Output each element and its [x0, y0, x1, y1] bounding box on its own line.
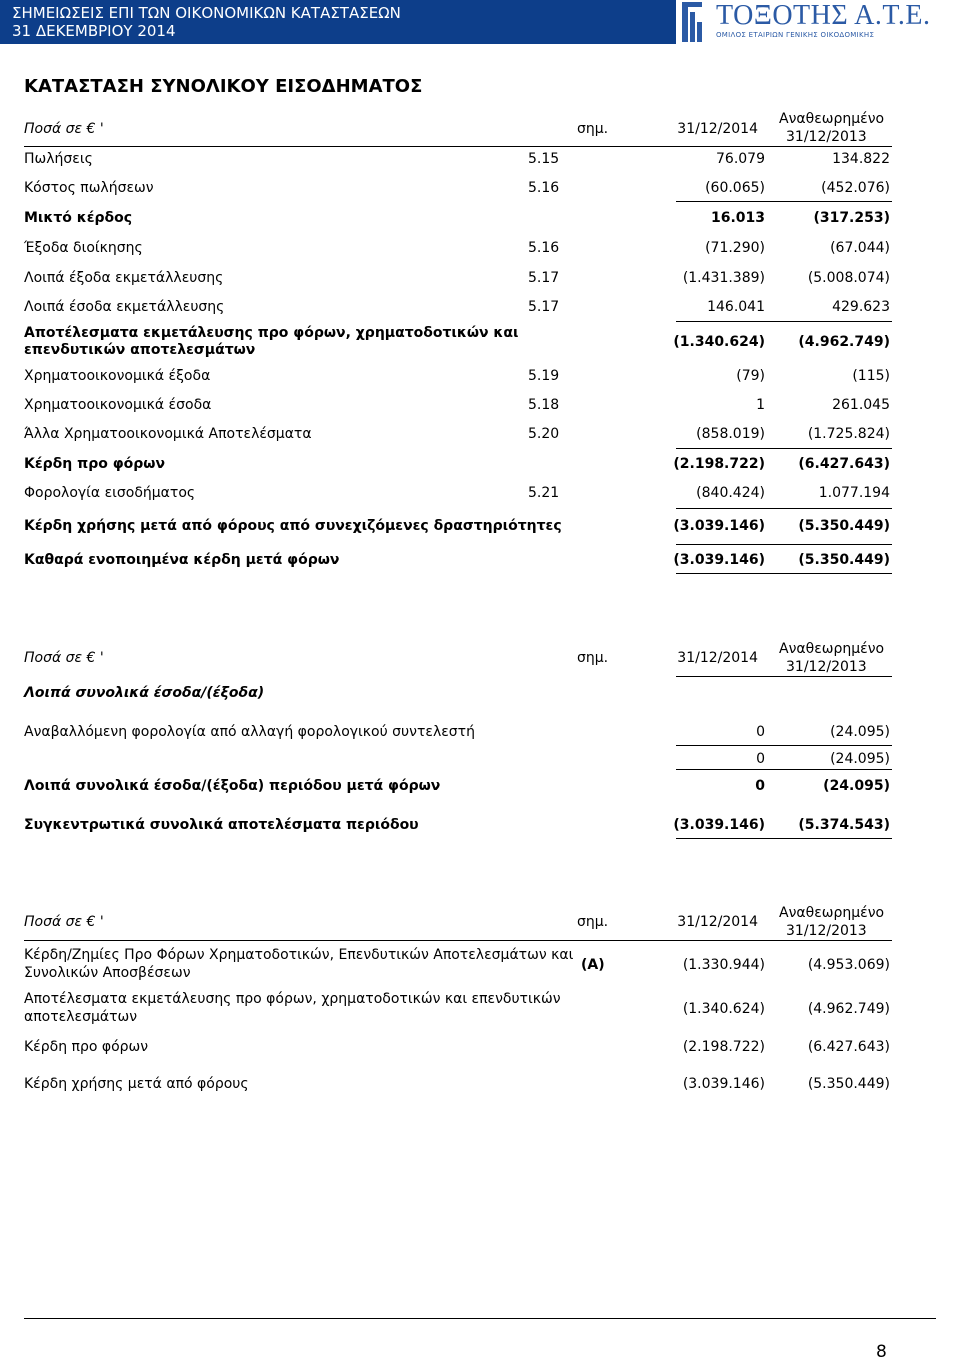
current-year-header: 31/12/2014: [677, 914, 758, 930]
income-row-note: 5.21: [528, 485, 560, 501]
oci-row-current: 0: [755, 778, 765, 794]
total-line: [676, 573, 892, 574]
subtotal-line: [676, 544, 892, 545]
income-row-note: 5.16: [528, 240, 560, 256]
current-year-header: 31/12/2014: [677, 121, 758, 137]
income-row-label: Κέρδη χρήσης μετά από φόρους από συνεχιζόμενες δραστηριότητες: [24, 518, 562, 534]
income-row-note: 5.17: [528, 270, 560, 286]
income-row-current: (3.039.146): [673, 552, 765, 568]
income-row-previous: (452.076): [821, 180, 890, 196]
header-date: 31 ΔΕΚΕΜΒΡΙΟΥ 2014: [12, 22, 176, 40]
header-underline: [676, 676, 892, 677]
income-row-current: (79): [736, 368, 765, 384]
oci-row-previous: (5.374.543): [798, 817, 890, 833]
recon-row-previous: (6.427.643): [807, 1039, 890, 1055]
income-row-previous: (317.253): [813, 210, 890, 226]
subtotal-line: [676, 769, 892, 770]
recon-row-label-cont: αποτελεσμάτων: [24, 1009, 138, 1025]
recon-row-current: (1.330.944): [682, 957, 765, 973]
income-row-previous: (1.725.824): [807, 426, 890, 442]
income-row-current: (840.424): [696, 485, 765, 501]
income-row-previous: 261.045: [832, 397, 890, 413]
income-row-current: (71.290): [705, 240, 765, 256]
amount-unit-label: Ποσά σε € ': [24, 914, 104, 930]
oci-section-title: Λοιπά συνολικά έσοδα/(έξοδα): [24, 685, 265, 701]
page-number: 8: [876, 1342, 887, 1362]
income-row-label: Καθαρά ενοποιημένα κέρδη μετά φόρων: [24, 552, 340, 568]
subtotal-line: [676, 508, 892, 509]
oci-row-current: 0: [756, 724, 765, 740]
income-row-note: 5.18: [528, 397, 560, 413]
income-row-label: Κόστος πωλήσεων: [24, 180, 154, 196]
income-row-label: Φορολογία εισοδήματος: [24, 485, 196, 501]
recon-row-label: Αποτέλεσματα εκμετάλευσης προ φόρων, χρηματοδοτικών και επενδυτικών: [24, 991, 561, 1007]
income-row-label: Χρηματοοικονομικά έσοδα: [24, 397, 212, 413]
income-row-note: 5.19: [528, 368, 560, 384]
income-row-previous: (5.350.449): [798, 552, 890, 568]
income-row-current: 16.013: [710, 210, 765, 226]
income-row-previous: (5.350.449): [798, 518, 890, 534]
recon-row-previous: (5.350.449): [807, 1076, 890, 1092]
oci-row-label: Αναβαλλόμενη φορολογία από αλλαγή φορολογικού συντελεστή: [24, 724, 475, 740]
previous-year-header: 31/12/2013: [786, 659, 867, 675]
oci-row-label: Λοιπά συνολικά έσοδα/(έξοδα) περιόδου μετά φόρων: [24, 778, 441, 794]
income-row-previous: (4.962.749): [798, 334, 890, 350]
income-row-current: (1.340.624): [673, 334, 765, 350]
page-title: ΚΑΤΑΣΤΑΣΗ ΣΥΝΟΛΙΚΟΥ ΕΙΣΟΔΗΜΑΤΟΣ: [24, 76, 423, 97]
oci-row-current: (3.039.146): [673, 817, 765, 833]
header-underline: [24, 146, 892, 147]
income-row-previous: (115): [852, 368, 890, 384]
header-underline: [24, 940, 892, 941]
income-row-current: (3.039.146): [673, 518, 765, 534]
recon-row-label: Κέρδη/Ζημίες Προ Φόρων Χρηματοδοτικών, Επενδυτικών Αποτελεσμάτων και: [24, 947, 574, 963]
income-row-previous: (67.044): [830, 240, 890, 256]
income-row-label: Κέρδη προ φόρων: [24, 456, 166, 472]
income-row-previous: 429.623: [832, 299, 890, 315]
subtotal-line: [676, 201, 892, 202]
company-logo: [676, 0, 960, 44]
income-row-note: 5.17: [528, 299, 560, 315]
income-row-current: (1.431.389): [682, 270, 765, 286]
subtotal-line: [676, 321, 892, 322]
oci-row-previous: (24.095): [823, 778, 890, 794]
restated-label: Αναθεωρημένο: [779, 905, 885, 921]
income-row-label-cont: επενδυτικών αποτελεσμάτων: [24, 342, 256, 358]
recon-row-current: (2.198.722): [682, 1039, 765, 1055]
recon-row-label: Κέρδη προ φόρων: [24, 1039, 149, 1055]
income-row-current: (858.019): [696, 426, 765, 442]
current-year-header: 31/12/2014: [677, 650, 758, 666]
income-row-current: 146.041: [707, 299, 765, 315]
footer-rule: [24, 1318, 936, 1319]
restated-label: Αναθεωρημένο: [779, 111, 885, 127]
income-row-previous: 134.822: [832, 151, 890, 167]
total-line: [676, 838, 892, 839]
oci-subtotal-current: 0: [756, 751, 765, 767]
income-row-note: 5.15: [528, 151, 560, 167]
income-row-label: Λοιπά έξοδα εκμετάλλευσης: [24, 270, 224, 286]
subtotal-line: [676, 448, 892, 449]
income-row-note: 5.16: [528, 180, 560, 196]
recon-row-previous: (4.953.069): [807, 957, 890, 973]
previous-year-header: 31/12/2013: [786, 923, 867, 939]
income-row-previous: 1.077.194: [818, 485, 890, 501]
oci-row-label: Συγκεντρωτικά συνολικά αποτελέσματα περιόδου: [24, 817, 419, 833]
restated-label: Αναθεωρημένο: [779, 641, 885, 657]
income-row-label: Χρηματοοικονομικά έξοδα: [24, 368, 211, 384]
income-row-label: Μικτό κέρδος: [24, 210, 133, 226]
income-row-label: Πωλήσεις: [24, 151, 93, 167]
recon-row-current: (3.039.146): [682, 1076, 765, 1092]
income-row-label: Λοιπά έσοδα εκμετάλλευσης: [24, 299, 225, 315]
income-row-label: Έξοδα διοίκησης: [24, 240, 143, 256]
income-row-label: Αποτέλεσματα εκμετάλευσης προ φόρων, χρηματοδοτικών και: [24, 325, 519, 341]
recon-row-current: (1.340.624): [682, 1001, 765, 1017]
income-row-previous: (6.427.643): [798, 456, 890, 472]
logo-subtext: ΟΜΙΛΟΣ ΕΤΑΙΡΙΩΝ ΓΕΝΙΚΗΣ ΟΙΚΟΔΟΜΙΚΗΣ: [716, 31, 875, 39]
amount-unit-label: Ποσά σε € ': [24, 121, 104, 137]
note-column-header: σημ.: [577, 650, 609, 666]
income-row-note: 5.20: [528, 426, 560, 442]
income-row-current: 1: [756, 397, 765, 413]
oci-subtotal-previous: (24.095): [830, 751, 890, 767]
toxotis-logo-mark-icon: [682, 2, 704, 42]
recon-row-label-cont: Συνολικών Αποσβέσεων: [24, 965, 191, 981]
note-column-header: σημ.: [577, 914, 609, 930]
previous-year-header: 31/12/2013: [786, 129, 867, 145]
recon-row-label: Κέρδη χρήσης μετά από φόρους: [24, 1076, 249, 1092]
oci-row-previous: (24.095): [830, 724, 890, 740]
amount-unit-label: Ποσά σε € ': [24, 650, 104, 666]
income-row-current: (2.198.722): [673, 456, 765, 472]
subtotal-line: [676, 745, 892, 746]
income-row-label: Άλλα Χρηματοοικονομικά Αποτελέσματα: [24, 426, 312, 442]
income-row-previous: (5.008.074): [807, 270, 890, 286]
header-title: ΣΗΜΕΙΩΣΕΙΣ ΕΠΙ ΤΩΝ ΟΙΚΟΝΟΜΙΚΩΝ ΚΑΤΑΣΤΑΣΕΩΝ: [12, 4, 401, 22]
income-row-current: (60.065): [705, 180, 765, 196]
recon-row-previous: (4.962.749): [807, 1001, 890, 1017]
recon-row-note: (Α): [581, 957, 605, 973]
income-row-current: 76.079: [716, 151, 765, 167]
note-column-header: σημ.: [577, 121, 609, 137]
logo-text: ΤΟΞΟΤΗΣ Α.Τ.Ε.: [716, 0, 931, 31]
